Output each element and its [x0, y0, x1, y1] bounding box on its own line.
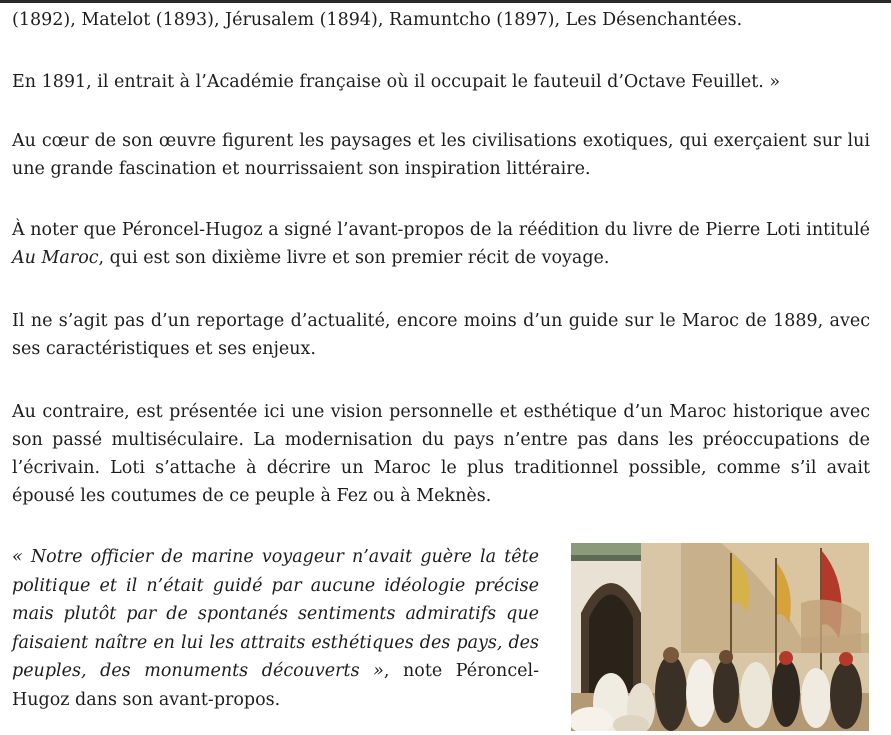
- paragraph-avant-propos: [12, 216, 870, 272]
- quote-italic: « Notre officier de marine voyageur n’avait guère la tête politique et il n’était guidé par aucune idéologie précise mais plutôt par de spontanés sentiments admiratifs que faisaient naître en lui les attraits esthétiques des pays, des peuples, des monuments découverts »: [12, 547, 539, 681]
- book-title-au-maroc: Au Maroc: [12, 248, 99, 268]
- orientalist-painting-image: [571, 543, 869, 731]
- paragraph-reportage: Il ne s’agit pas d’un reportage d’actualité, encore moins d’un guide sur le Maroc de 1889, avec ses caractéristiques et ses enjeux.: [12, 311, 870, 359]
- painting-illustration: [571, 543, 869, 731]
- quote-paragraph: [12, 543, 539, 714]
- paragraph-oeuvre: Au cœur de son œuvre figurent les paysages et les civilisations exotiques, qui exerçaient sur lui une grande fascination et nourrissaient son inspiration littéraire.: [12, 131, 870, 179]
- top-rule: [0, 0, 891, 3]
- quote-attribution: , note Péroncel-Hugoz dans son avant-propos.: [12, 661, 539, 710]
- paragraph-works-list: (1892), Matelot (1893), Jérusalem (1894), Ramuntcho (1897), Les Désenchantées.: [12, 10, 743, 30]
- paragraph-avant-propos-text: À noter que Péroncel-Hugoz a signé l’avant-propos de la réédition du livre de Pierre Loti intitulé: [12, 220, 870, 240]
- quote-block: [12, 543, 539, 714]
- paragraph-avant-propos-end: , qui est son dixième livre et son premier récit de voyage.: [98, 248, 610, 268]
- paragraph-academie: En 1891, il entrait à l’Académie française où il occupait le fauteuil d’Octave Feuillet. »: [12, 72, 781, 92]
- paragraph-vision: Au contraire, est présentée ici une vision personnelle et esthétique d’un Maroc historique avec son passé multiséculaire. La modernisation du pays n’entre pas dans les préoccupations de l’écrivain. Loti s’attache à décrire un Maroc le plus traditionnel possible, comme s’il avait épousé les coutumes de ce peuple à Fez ou à Meknès.: [12, 402, 870, 506]
